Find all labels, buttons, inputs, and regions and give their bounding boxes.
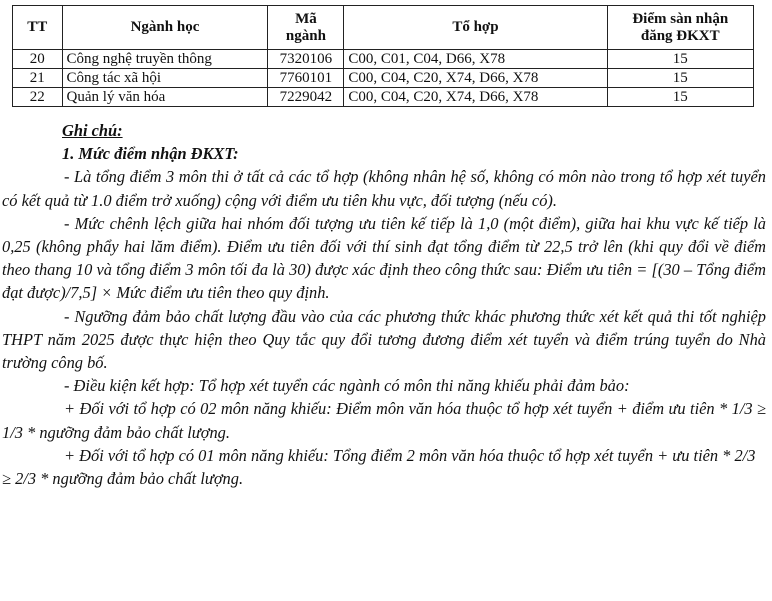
note-paragraph: - Ngưỡng đảm bảo chất lượng đầu vào của các phương thức khác phương thức xét kết quả thi tốt nghiệp THPT năm 2025 được thực hiện theo Quy tắc quy đổi tương đương điểm xét tuyển và điểm trúng tuyển do Nhà trường công bố.	[2, 306, 766, 373]
header-major: Ngành học	[62, 6, 268, 50]
cell-code: 7320106	[268, 50, 344, 69]
notes-title: Ghi chú:	[62, 121, 123, 140]
cell-major: Công nghệ truyền thông	[62, 50, 268, 69]
cell-tt: 21	[13, 69, 63, 88]
note-paragraph: + Đối với tổ hợp có 01 môn năng khiếu: Tổng điểm 2 môn văn hóa thuộc tổ hợp xét tuyển + ưu tiên * 2/3 ≥ 2/3 * ngưỡng đảm bảo chất lượng.	[2, 445, 756, 489]
note-paragraph: + Đối với tổ hợp có 02 môn năng khiếu: Điểm môn văn hóa thuộc tổ hợp xét tuyển + điểm ưu tiên * 1/3 ≥ 1/3 * ngưỡng đảm bảo chất lượng.	[2, 399, 766, 442]
table-header-row	[13, 6, 754, 50]
header-score	[607, 6, 753, 50]
header-tt: TT	[13, 6, 63, 50]
cell-score: 15	[607, 69, 753, 88]
cell-score: 15	[607, 50, 753, 69]
cell-tt: 20	[13, 50, 63, 69]
note-paragraph: - Là tổng điểm 3 môn thi ở tất cả các tổ hợp (không nhân hệ số, không có môn nào trong tổ hợp xét tuyển có kết quả từ 1.0 điểm trở xuống) cộng với điểm ưu tiên khu vực, đối tượng (nếu có).	[2, 167, 766, 210]
header-score-line2: đăng ĐKXT	[640, 27, 720, 44]
table-row	[13, 50, 754, 69]
header-code-line1: Mã	[295, 10, 317, 27]
table-row	[13, 69, 754, 88]
notes-section	[0, 119, 772, 490]
cell-major: Quản lý văn hóa	[62, 88, 268, 107]
cell-combo: C00, C04, C20, X74, D66, X78	[344, 69, 607, 88]
cell-tt: 22	[13, 88, 63, 107]
header-score-line1: Điểm sàn nhận	[632, 10, 729, 27]
cell-code: 7760101	[268, 69, 344, 88]
table-row	[13, 88, 754, 107]
note-paragraph: - Mức chênh lệch giữa hai nhóm đối tượng ưu tiên kế tiếp là 1,0 (một điểm), giữa hai khu vực kế tiếp là 0,25 (không phẩy hai lăm điểm). Điểm ưu tiên đối với thí sinh đạt tổng điểm từ 22,5 trở lên (khi quy đổi về điểm theo thang 10 và tổng điểm 3 môn tối đa là 30) được xác định theo công thức sau: Điểm ưu tiên = [(30 – Tổng điểm đạt được)/7,5] × Mức điểm ưu tiên theo quy định.	[2, 213, 766, 303]
majors-table	[12, 5, 754, 107]
note-paragraph: - Điều kiện kết hợp: Tổ hợp xét tuyển các ngành có môn thi năng khiếu phải đảm bảo:	[64, 376, 630, 396]
cell-major: Công tác xã hội	[62, 69, 268, 88]
cell-combo: C00, C04, C20, X74, D66, X78	[344, 88, 607, 107]
header-code-line2: ngành	[285, 27, 326, 44]
header-code	[268, 6, 344, 50]
cell-combo: C00, C01, C04, D66, X78	[344, 50, 607, 69]
cell-score: 15	[607, 88, 753, 107]
cell-code: 7229042	[268, 88, 344, 107]
section-heading: 1. Mức điểm nhận ĐKXT:	[62, 144, 239, 164]
header-combo: Tổ hợp	[344, 6, 607, 50]
